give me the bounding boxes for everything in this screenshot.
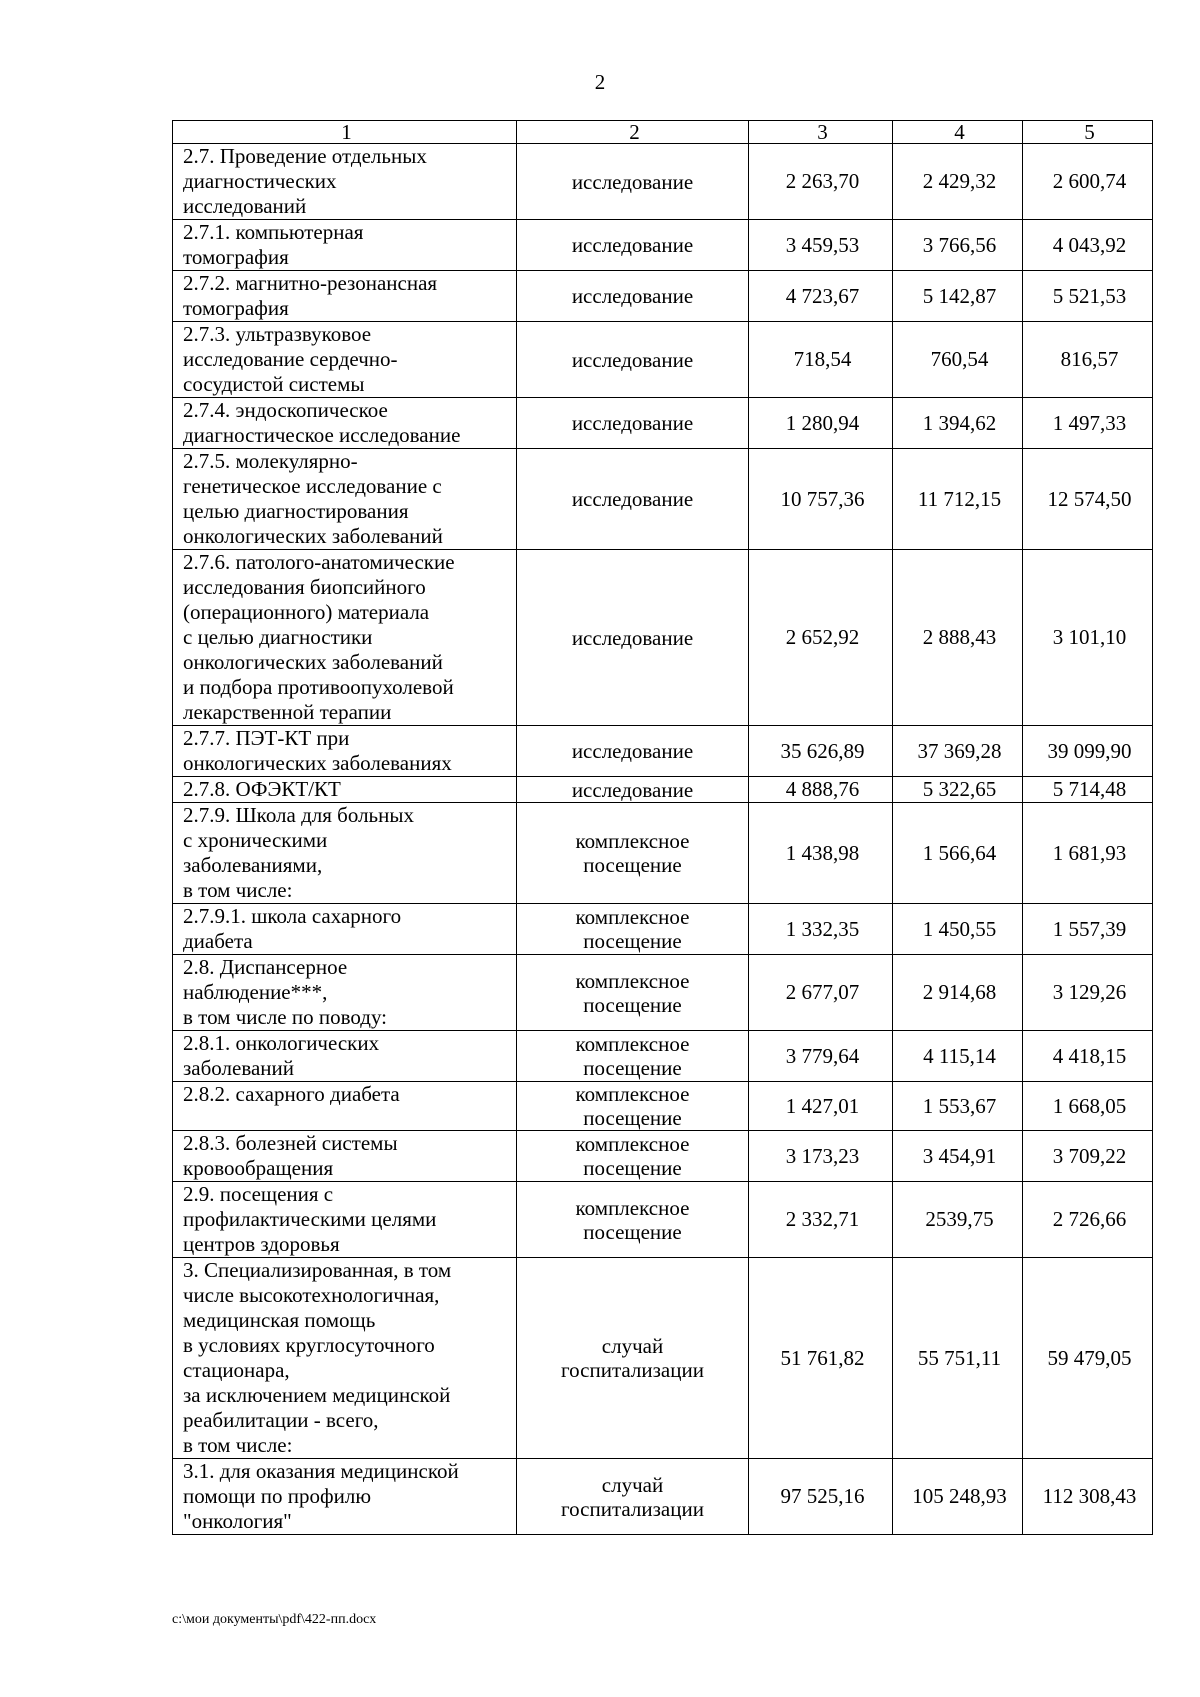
value-cell: 1 497,33 xyxy=(1023,398,1153,449)
value-cell: 37 369,28 xyxy=(893,726,1023,777)
value-cell: 1 280,94 xyxy=(749,398,893,449)
service-name-cell: 2.8.1. онкологических заболеваний xyxy=(173,1031,517,1082)
unit-cell: комплексное посещение xyxy=(517,803,749,904)
tariff-table xyxy=(172,120,1153,1535)
service-name-cell: 2.7.9.1. школа сахарного диабета xyxy=(173,904,517,955)
service-name-cell: 2.7.4. эндоскопическое диагностическое исследование xyxy=(173,398,517,449)
unit-cell: исследование xyxy=(517,271,749,322)
value-cell: 1 332,35 xyxy=(749,904,893,955)
table-row xyxy=(173,726,1153,777)
value-cell: 2 677,07 xyxy=(749,955,893,1031)
unit-cell: комплексное посещение xyxy=(517,1031,749,1082)
value-cell: 3 101,10 xyxy=(1023,550,1153,726)
service-name-cell: 2.8.2. сахарного диабета xyxy=(173,1082,517,1131)
table-row xyxy=(173,144,1153,220)
table-row xyxy=(173,220,1153,271)
unit-cell: исследование xyxy=(517,144,749,220)
unit-cell: исследование xyxy=(517,777,749,803)
value-cell: 4 723,67 xyxy=(749,271,893,322)
value-cell: 12 574,50 xyxy=(1023,449,1153,550)
value-cell: 3 454,91 xyxy=(893,1131,1023,1182)
value-cell: 4 043,92 xyxy=(1023,220,1153,271)
value-cell: 2 263,70 xyxy=(749,144,893,220)
service-name-cell: 2.9. посещения с профилактическими целями центров здоровья xyxy=(173,1182,517,1258)
value-cell: 3 459,53 xyxy=(749,220,893,271)
value-cell: 3 173,23 xyxy=(749,1131,893,1182)
header-cell: 2 xyxy=(517,121,749,144)
table-row xyxy=(173,1258,1153,1459)
value-cell: 4 418,15 xyxy=(1023,1031,1153,1082)
value-cell: 1 427,01 xyxy=(749,1082,893,1131)
value-cell: 5 322,65 xyxy=(893,777,1023,803)
value-cell: 97 525,16 xyxy=(749,1459,893,1535)
table-row xyxy=(173,398,1153,449)
unit-cell: исследование xyxy=(517,398,749,449)
value-cell: 3 709,22 xyxy=(1023,1131,1153,1182)
header-cell: 1 xyxy=(173,121,517,144)
table-row xyxy=(173,904,1153,955)
unit-cell: комплексное посещение xyxy=(517,904,749,955)
service-name-cell: 3. Специализированная, в том числе высокотехнологичная, медицинская помощь в условиях круглосуточного стационара, за исключением медицинской реабилитации - всего, в том числе: xyxy=(173,1258,517,1459)
service-name-cell: 2.7.5. молекулярно- генетическое исследование с целью диагностирования онкологических заболеваний xyxy=(173,449,517,550)
table-row xyxy=(173,1031,1153,1082)
unit-cell: комплексное посещение xyxy=(517,1131,749,1182)
value-cell: 718,54 xyxy=(749,322,893,398)
service-name-cell: 2.7.1. компьютерная томография xyxy=(173,220,517,271)
value-cell: 1 566,64 xyxy=(893,803,1023,904)
value-cell: 5 142,87 xyxy=(893,271,1023,322)
unit-cell: исследование xyxy=(517,220,749,271)
table-row xyxy=(173,777,1153,803)
table-row xyxy=(173,955,1153,1031)
value-cell: 1 394,62 xyxy=(893,398,1023,449)
table-row xyxy=(173,271,1153,322)
unit-cell: исследование xyxy=(517,726,749,777)
page-number: 2 xyxy=(594,70,606,94)
value-cell: 1 438,98 xyxy=(749,803,893,904)
table-row xyxy=(173,322,1153,398)
value-cell: 1 553,67 xyxy=(893,1082,1023,1131)
unit-cell: исследование xyxy=(517,550,749,726)
header-cell: 5 xyxy=(1023,121,1153,144)
value-cell: 4 888,76 xyxy=(749,777,893,803)
value-cell: 2 429,32 xyxy=(893,144,1023,220)
header-cell: 3 xyxy=(749,121,893,144)
service-name-cell: 2.7. Проведение отдельных диагностических исследований xyxy=(173,144,517,220)
value-cell: 1 450,55 xyxy=(893,904,1023,955)
table-row xyxy=(173,550,1153,726)
service-name-cell: 2.8. Диспансерное наблюдение***, в том числе по поводу: xyxy=(173,955,517,1031)
value-cell: 4 115,14 xyxy=(893,1031,1023,1082)
value-cell: 51 761,82 xyxy=(749,1258,893,1459)
value-cell: 11 712,15 xyxy=(893,449,1023,550)
service-name-cell: 2.7.3. ультразвуковое исследование сердечно- сосудистой системы xyxy=(173,322,517,398)
value-cell: 59 479,05 xyxy=(1023,1258,1153,1459)
value-cell: 10 757,36 xyxy=(749,449,893,550)
value-cell: 105 248,93 xyxy=(893,1459,1023,1535)
table-row xyxy=(173,803,1153,904)
value-cell: 816,57 xyxy=(1023,322,1153,398)
value-cell: 1 668,05 xyxy=(1023,1082,1153,1131)
value-cell: 2539,75 xyxy=(893,1182,1023,1258)
service-name-cell: 2.7.6. патолого-анатомические исследования биопсийного (операционного) материала с целью диагностики онкологических заболеваний и подбора противоопухолевой лекарственной терапии xyxy=(173,550,517,726)
unit-cell: случай госпитализации xyxy=(517,1459,749,1535)
table-row xyxy=(173,449,1153,550)
value-cell: 3 779,64 xyxy=(749,1031,893,1082)
value-cell: 1 681,93 xyxy=(1023,803,1153,904)
value-cell: 112 308,43 xyxy=(1023,1459,1153,1535)
service-name-cell: 2.7.8. ОФЭКТ/КТ xyxy=(173,777,517,803)
value-cell: 35 626,89 xyxy=(749,726,893,777)
value-cell: 5 521,53 xyxy=(1023,271,1153,322)
unit-cell: комплексное посещение xyxy=(517,1182,749,1258)
unit-cell: исследование xyxy=(517,322,749,398)
value-cell: 2 726,66 xyxy=(1023,1182,1153,1258)
value-cell: 2 332,71 xyxy=(749,1182,893,1258)
service-name-cell: 2.8.3. болезней системы кровообращения xyxy=(173,1131,517,1182)
service-name-cell: 3.1. для оказания медицинской помощи по профилю "онкология" xyxy=(173,1459,517,1535)
header-cell: 4 xyxy=(893,121,1023,144)
table-row xyxy=(173,1459,1153,1535)
unit-cell: комплексное посещение xyxy=(517,955,749,1031)
value-cell: 3 766,56 xyxy=(893,220,1023,271)
table-row xyxy=(173,1082,1153,1131)
unit-cell: комплексное посещение xyxy=(517,1082,749,1131)
unit-cell: случай госпитализации xyxy=(517,1258,749,1459)
value-cell: 39 099,90 xyxy=(1023,726,1153,777)
value-cell: 2 888,43 xyxy=(893,550,1023,726)
unit-cell: исследование xyxy=(517,449,749,550)
service-name-cell: 2.7.7. ПЭТ-КТ при онкологических заболеваниях xyxy=(173,726,517,777)
service-name-cell: 2.7.9. Школа для больных с хроническими заболеваниями, в том числе: xyxy=(173,803,517,904)
value-cell: 2 914,68 xyxy=(893,955,1023,1031)
value-cell: 55 751,11 xyxy=(893,1258,1023,1459)
service-name-cell: 2.7.2. магнитно-резонансная томография xyxy=(173,271,517,322)
table-header-row xyxy=(173,121,1153,144)
footer-file-path: c:\мои документы\pdf\422-пп.docx xyxy=(172,1612,377,1627)
value-cell: 760,54 xyxy=(893,322,1023,398)
value-cell: 3 129,26 xyxy=(1023,955,1153,1031)
table-row xyxy=(173,1131,1153,1182)
value-cell: 2 600,74 xyxy=(1023,144,1153,220)
table-row xyxy=(173,1182,1153,1258)
value-cell: 5 714,48 xyxy=(1023,777,1153,803)
value-cell: 2 652,92 xyxy=(749,550,893,726)
value-cell: 1 557,39 xyxy=(1023,904,1153,955)
